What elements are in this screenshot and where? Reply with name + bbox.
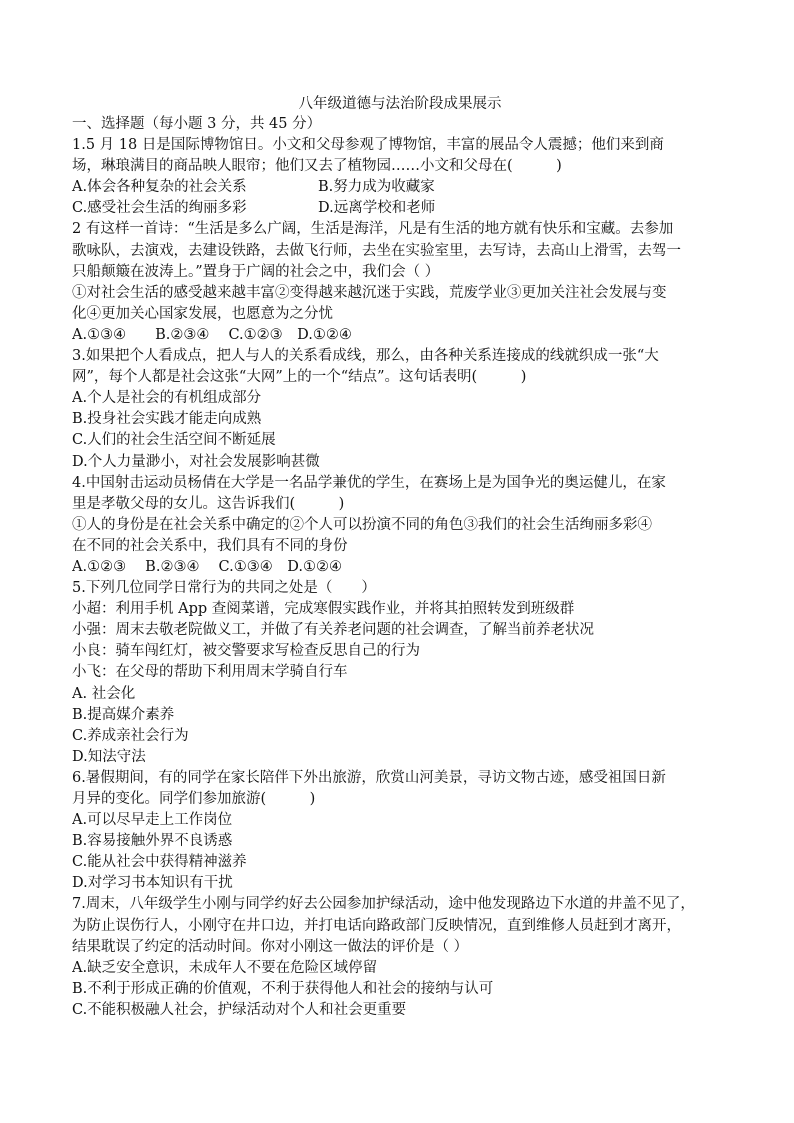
question-line: 月异的变化。同学们参加旅游( ) [72,791,316,807]
option-d: D.个人力量渺小，对社会发展影响甚微 [72,453,320,470]
option-c: C.养成亲社会行为 [72,727,189,744]
option-b: B.容易接触外界不良诱惑 [72,833,233,850]
question-line: ①人的身份是在社会关系中确定的②个人可以扮演不同的角色③我们的社会生活绚丽多彩④ [72,516,652,533]
question-1 [72,135,728,219]
question-line: 7.周末，八年级学生小刚与同学约好去公园参加护绿活动，途中他发现路边下水道的井盖不见了， [72,896,695,913]
question-line: 歌咏队，去演戏，去建设铁路，去做飞行师，去坐在实验室里，去写诗，去高山上滑雪，去驾一 [72,242,681,259]
options-line: A.①③④ B.②③④ C.①②③ D.①②④ [72,326,352,343]
option-a: A.缺乏安全意识，未成年人不要在危险区域停留 [72,959,378,976]
question-line: 在不同的社会关系中，我们具有不同的身份 [72,537,348,554]
option-a: A.可以尽早走上工作岗位 [72,812,233,829]
question-line: 小强：周末去敬老院做义工，并做了有关养老问题的社会调查，了解当前养老状况 [72,622,594,639]
question-line: 化④更加关心国家发展，也愿意为之分忧 [72,305,333,322]
question-6 [72,768,728,895]
option-row [72,177,728,198]
option-c: C.不能积极融人社会，护绿活动对个人和社会更重要 [72,1001,407,1018]
option-b: B.提高媒介素养 [72,706,175,723]
question-line: 6.暑假期间，有的同学在家长陪伴下外出旅游，欣赏山河美景，寻访文物古迹，感受祖国日新 [72,769,666,786]
question-line: 小飞：在父母的帮助下利用周末学骑自行车 [72,664,348,681]
section-heading: 一、选择题（每小题 3 分，共 45 分） [72,116,322,132]
option-row [72,198,728,219]
option-a: A. 社会化 [72,685,136,702]
options-line: A.①②③ B.②③④ C.①③④ D.①②④ [72,558,342,575]
option-a: A.体会各种复杂的社会关系 [72,179,247,196]
option-c: C.感受社会生活的绚丽多彩 [72,200,247,217]
option-d: D.知法守法 [72,748,146,765]
question-line: 小超：利用手机 App 查阅菜谱，完成寒假实践作业，并将其拍照转发到班级群 [72,601,575,618]
question-7 [72,894,728,1021]
page-title: 八年级道德与法治阶段成果展示 [298,96,502,112]
question-line: 结果耽误了约定的活动时间。你对小刚这一做法的评价是（ ） [72,938,469,955]
question-line: 5.下列几位同学日常行为的共同之处是（ ） [72,580,376,597]
exam-page [72,94,728,1021]
question-line: 网”，每个人都是社会这张“大网”上的一个“结点”。这句话表明( ) [72,369,527,386]
option-d: D.对学习书本知识有干扰 [72,875,233,892]
option-b: B.不利于形成正确的价值观，不利于获得他人和社会的接纳与认可 [72,980,494,997]
question-line: 3.如果把个人看成点，把人与人的关系看成线，那么，由各种关系连接成的线就织成一张“大 [72,348,659,365]
question-line: 1.5 月 18 日是国际博物馆日。小文和父母参观了博物馆，丰富的展品令人震撼；他们来到商 [72,137,664,154]
question-line: 里是孝敬父母的女儿。这告诉我们( ) [72,495,345,512]
question-3 [72,346,728,473]
option-c: C.人们的社会生活空间不断延展 [72,432,276,449]
option-c: C.能从社会中获得精神滋养 [72,854,247,871]
option-d: D.远离学校和老师 [318,200,436,217]
question-line: 小良：骑车闯红灯，被交警要求写检查反思自己的行为 [72,643,420,660]
question-line: 只船颠簸在波涛上。”置身于广阔的社会之中，我们会（ ） [72,263,440,280]
question-4 [72,473,728,578]
question-2 [72,219,728,346]
question-line: 2 有这样一首诗：“生活是多么广阔，生活是海洋，凡是有生活的地方就有快乐和宝藏。去参加 [72,221,674,238]
question-5 [72,578,728,768]
option-b: B.努力成为收藏家 [318,179,435,196]
question-line: 4.中国射击运动员杨倩在大学是一名品学兼优的学生，在赛场上是为国争光的奥运健儿，在家 [72,474,666,491]
option-a: A.个人是社会的有机组成部分 [72,390,262,407]
option-b: B.投身社会实践才能走向成熟 [72,411,262,428]
question-line: 为防止误伤行人，小刚守在井口边，并打电话向路政部门反映情况，直到维修人员赶到才离开， [72,917,681,934]
question-line: 场，琳琅满目的商品映人眼帘；他们又去了植物园……小文和父母在( ) [72,158,562,175]
question-line: ①对社会生活的感受越来越丰富②变得越来越沉迷于实践，荒废学业③更加关注社会发展与变 [72,284,667,301]
